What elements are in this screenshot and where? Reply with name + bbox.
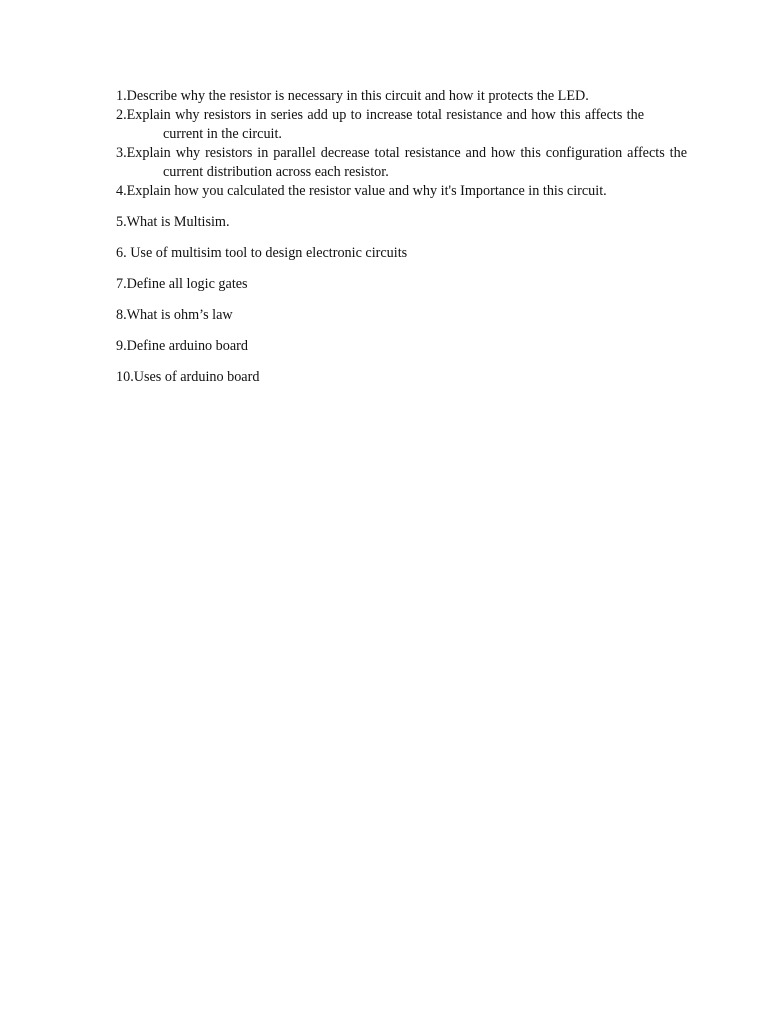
question-1: 1.Describe why the resistor is necessary in this circuit and how it protects the LED.: [116, 88, 589, 104]
question-5: 5.What is Multisim.: [116, 214, 230, 230]
question-4: 4.Explain how you calculated the resistor value and why it's Importance in this circuit.: [116, 183, 607, 199]
question-9: 9.Define arduino board: [116, 338, 248, 354]
question-list: [116, 87, 687, 387]
question-7: 7.Define all logic gates: [116, 276, 248, 292]
question-2: 2.Explain why resistors in series add up to increase total resistance and how this affects the current in the circuit.: [116, 107, 644, 142]
question-3: 3.Explain why resistors in parallel decrease total resistance and how this configuration affects the current distribution across each resistor.: [116, 145, 687, 180]
question-8: 8.What is ohm’s law: [116, 307, 233, 323]
question-10: 10.Uses of arduino board: [116, 369, 260, 385]
question-6: 6. Use of multisim tool to design electronic circuits: [116, 245, 408, 261]
